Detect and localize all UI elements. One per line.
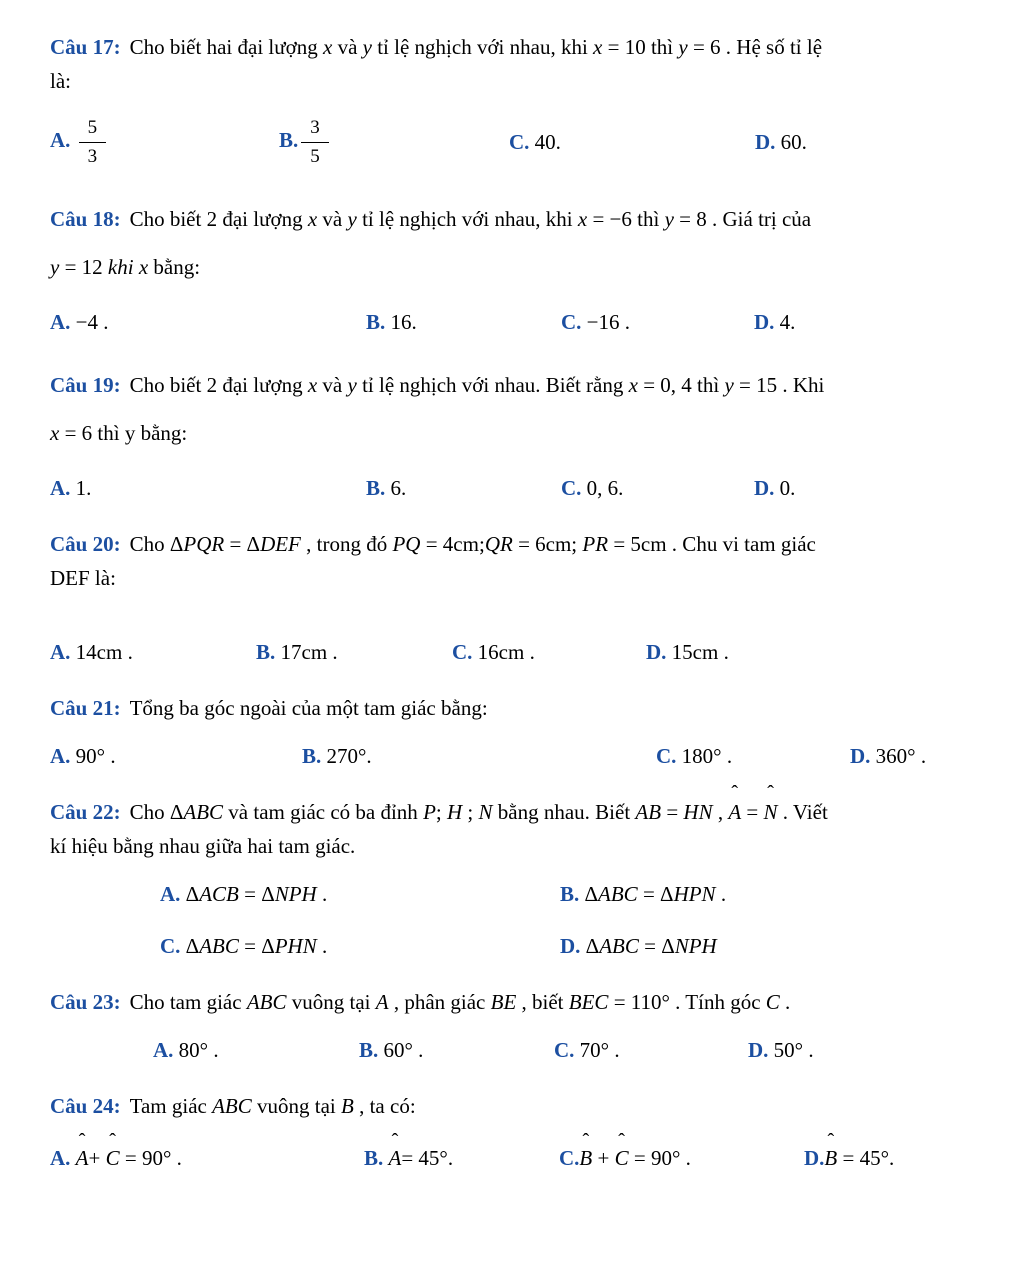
question-17-number: Câu 17: [50, 35, 121, 59]
question-19-option-c [561, 473, 754, 503]
question-21-option-c [656, 741, 850, 771]
option-letter: D. [748, 1037, 769, 1062]
question-17-options [50, 114, 974, 171]
question-23-number: Câu 23: [50, 989, 121, 1014]
question-17-stem [50, 30, 974, 98]
option-letter: A. [50, 1145, 71, 1170]
option-text: 60° . [378, 1037, 424, 1062]
question-24-option-d [804, 1143, 974, 1173]
question-20-number: Câu 20: [50, 531, 121, 556]
question-17 [50, 30, 974, 171]
question-20-option-c [452, 637, 646, 667]
option-text: A ˆ+ C ˆ = 90° . [70, 1146, 181, 1170]
option-text: ΔABC = ΔHPN . [579, 881, 727, 906]
option-letter: A. [50, 743, 71, 768]
option-text: 90° . [70, 743, 116, 768]
option-text: 14cm . [70, 639, 133, 664]
option-letter: D. [804, 1145, 825, 1170]
question-24-option-c [559, 1143, 804, 1173]
question-17-option-d [755, 127, 974, 157]
question-19-number: Câu 19: [50, 372, 121, 397]
question-21 [50, 691, 974, 771]
option-letter: B. [359, 1037, 379, 1062]
question-20-options [50, 637, 974, 667]
option-text: 0, 6. [581, 475, 624, 500]
option-text: 15cm . [666, 639, 729, 664]
option-text: $\frac{3}{5}$ [298, 128, 332, 152]
option-letter: B. [279, 128, 299, 153]
question-19-options [50, 473, 974, 503]
option-letter: C. [509, 130, 530, 155]
option-letter: C. [561, 309, 582, 334]
question-20-stem [50, 527, 974, 595]
option-letter: B. [256, 639, 276, 664]
option-text: −4 . [70, 309, 109, 334]
question-21-text: Tổng ba góc ngoài của một tam giác bằng: [129, 695, 488, 720]
question-21-option-b [302, 741, 656, 771]
question-23 [50, 985, 974, 1065]
option-letter: C. [656, 743, 677, 768]
option-text: B ˆ + C ˆ = 90° . [579, 1146, 690, 1170]
question-22 [50, 795, 974, 961]
option-letter: A. [50, 309, 71, 334]
question-23-option-a [153, 1035, 359, 1065]
option-letter: B. [366, 475, 386, 500]
question-24-text: Tam giác ABC vuông tại B , ta có: [129, 1093, 416, 1118]
option-text: $\frac{5}{3}$ [70, 128, 109, 152]
question-19-text: Cho biết 2 đại lượng x và y tỉ lệ nghịch với nhau. Biết rằng x = 0, 4 thì y = 15 . Khi x = 6 thì y bằng: [50, 372, 825, 445]
question-23-options [50, 1035, 974, 1065]
option-text: ΔACB = ΔNPH . [180, 881, 328, 906]
option-text: A ˆ= 45°. [383, 1146, 453, 1170]
question-17-option-a [50, 114, 279, 171]
option-text: 40. [529, 130, 561, 155]
question-18-option-a [50, 307, 366, 337]
question-23-option-b [359, 1035, 554, 1065]
question-22-text: Cho ΔABC và tam giác có ba đỉnh P; H ; N bằng nhau. Biết AB = HN , A ˆ = N ˆ . Viết kí hiệu bằng nhau giữa hai tam giác. [50, 800, 828, 858]
option-letter: A. [153, 1037, 174, 1062]
question-24-options [50, 1143, 974, 1173]
option-letter: A. [50, 475, 71, 500]
question-19 [50, 361, 974, 503]
question-18-options [50, 307, 974, 337]
question-20-option-d [646, 637, 974, 667]
question-19-option-d [754, 473, 974, 503]
question-20 [50, 527, 974, 667]
question-19-option-a [50, 473, 366, 503]
option-letter: C. [559, 1145, 580, 1170]
option-letter: D. [850, 743, 871, 768]
question-22-number: Câu 22: [50, 799, 121, 824]
option-text: 6. [385, 475, 407, 500]
option-letter: C. [452, 639, 473, 664]
question-21-option-a [50, 741, 302, 771]
option-letter: B. [364, 1145, 384, 1170]
question-20-option-a [50, 637, 256, 667]
option-letter: D. [755, 130, 776, 155]
question-18-option-c [561, 307, 754, 337]
question-22-option-b [560, 879, 974, 909]
option-text: 50° . [768, 1037, 814, 1062]
option-letter: C. [160, 933, 181, 958]
question-23-stem [50, 985, 974, 1019]
question-24-number: Câu 24: [50, 1093, 121, 1118]
question-18 [50, 195, 974, 337]
question-24-stem [50, 1089, 974, 1123]
question-17-text: Cho biết hai đại lượng x và y tỉ lệ nghịch với nhau, khi x = 10 thì y = 6 . Hệ số tỉ lệ là: [50, 35, 823, 93]
option-text: 4. [774, 309, 796, 334]
question-20-text: Cho ΔPQR = ΔDEF , trong đó PQ = 4cm;QR = 6cm; PR = 5cm . Chu vi tam giác DEF là: [50, 531, 816, 590]
option-letter: D. [754, 309, 775, 334]
option-text: 17cm . [275, 639, 338, 664]
question-21-options [50, 741, 974, 771]
option-letter: D. [646, 639, 667, 664]
question-22-option-a [160, 879, 560, 909]
question-23-text: Cho tam giác ABC vuông tại A , phân giác BE , biết BEC = 110° . Tính góc C . [129, 989, 791, 1014]
question-19-stem [50, 361, 974, 457]
option-letter: A. [50, 128, 71, 153]
option-letter: A. [160, 881, 181, 906]
option-letter: B. [560, 881, 580, 906]
question-22-option-c [160, 931, 560, 961]
option-text: B ˆ = 45°. [824, 1146, 894, 1170]
question-23-option-d [748, 1035, 974, 1065]
question-17-option-c [509, 127, 755, 157]
option-letter: B. [366, 309, 386, 334]
question-17-option-b [279, 114, 509, 171]
option-text: ΔABC = ΔNPH [580, 933, 717, 958]
question-18-text: Cho biết 2 đại lượng x và y tỉ lệ nghịch với nhau, khi x = −6 thì y = 8 . Giá trị của y = 12 khi x bằng: [50, 206, 812, 279]
option-text: 80° . [173, 1037, 219, 1062]
question-24-option-a [50, 1143, 364, 1173]
question-24-option-b [364, 1143, 559, 1173]
question-18-option-d [754, 307, 974, 337]
question-21-option-d [850, 741, 974, 771]
option-text: 270°. [321, 743, 372, 768]
option-text: 70° . [574, 1037, 620, 1062]
option-text: 16cm . [472, 639, 535, 664]
option-text: 360° . [870, 743, 927, 768]
question-18-option-b [366, 307, 561, 337]
option-text: 60. [775, 130, 807, 155]
question-18-number: Câu 18: [50, 206, 121, 231]
option-letter: C. [554, 1037, 575, 1062]
option-text: −16 . [581, 309, 631, 334]
question-24 [50, 1089, 974, 1173]
question-21-number: Câu 21: [50, 695, 121, 720]
option-text: 16. [385, 309, 417, 334]
option-letter: B. [302, 743, 322, 768]
option-text: 180° . [676, 743, 733, 768]
option-text: 0. [774, 475, 796, 500]
question-22-option-d [560, 931, 974, 961]
option-text: 1. [70, 475, 92, 500]
question-21-stem [50, 691, 974, 725]
question-20-option-b [256, 637, 452, 667]
option-letter: A. [50, 639, 71, 664]
question-19-option-b [366, 473, 561, 503]
option-letter: D. [754, 475, 775, 500]
question-23-option-c [554, 1035, 748, 1065]
option-text: ΔABC = ΔPHN . [180, 933, 328, 958]
question-22-options [50, 879, 974, 961]
question-22-stem [50, 795, 974, 863]
question-18-stem [50, 195, 974, 291]
option-letter: C. [561, 475, 582, 500]
option-letter: D. [560, 933, 581, 958]
